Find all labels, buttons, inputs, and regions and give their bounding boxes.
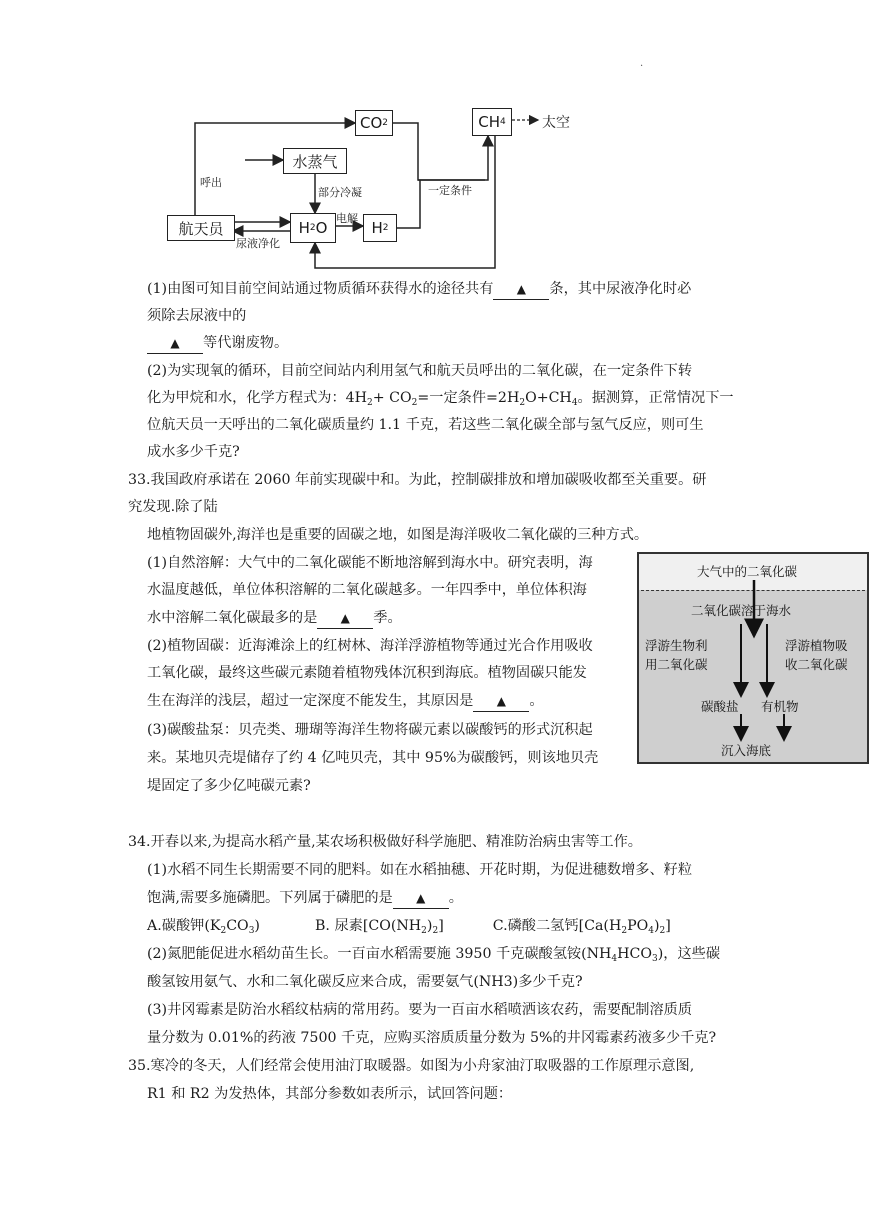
q32-p2-b3: =一定条件=2H [417,390,520,406]
ocean-left-label-1: 浮游生物利 [645,638,708,653]
q34-p1-b: 饱满,需要多施磷肥。下列属于磷肥的是 [147,890,393,906]
page-dot: . [640,58,644,69]
ocean-carbonate-label: 碳酸盐 [701,699,739,714]
h2-box [363,214,397,242]
q32-p1-d: 等代谢废物。 [203,335,289,351]
q33-intro-line2: 究发现.除了陆 [128,499,218,515]
ocean-left-label-2: 用二氧化碳 [645,657,708,672]
q34-p2-line2: 酸氢铵用氨气、水和二氧化碳反应来合成，需要氨气(NH3)多少千克? [147,974,583,990]
ocean-organic-label: 有机物 [761,699,799,714]
answer-blank-5[interactable]: ▲ [393,888,449,909]
option-c[interactable]: C.磷酸二氢钙$[Ca(H_2PO_4)_2]$ [492,918,671,936]
q34-p2-line1: (2)氮肥能促进水稻幼苗生长。一百亩水稻需要施 3950 千克碳酸氢铵$(NH_4HCO_3)$，这些碳 [147,946,721,964]
ocean-right-label-1: 浮游植物吸 [785,638,848,653]
q32-p1-a: (1)由图可知目前空间站通过物质循环获得水的途径共有 [147,281,494,297]
q33-intro-line1: 33.我国政府承诺在 2060 年前实现碳中和。为此，控制碳排放和增加碳吸收都至关重要。研 [128,472,707,488]
q33-p3-line3: 堤固定了多少亿吨碳元素? [147,778,311,794]
ch4-box [472,108,512,136]
h2-label: H [371,219,383,237]
material-cycle-diagram [150,98,620,276]
q32-p1-b: 条，其中尿液净化时必 [549,281,692,297]
q32-p1-line2: 须除去尿液中的 [147,308,247,324]
q34-options [147,916,671,941]
q33-p2-c: 生在海洋的浅层，超过一定深度不能发生，其原因是 [147,693,474,709]
co2-label: CO [359,114,383,132]
q34-intro: 34.开春以来,为提高水稻产量,某农场积极做好科学施肥、精准防治病虫害等工作。 [128,834,642,850]
q32-p2-b2: + CO [372,390,412,406]
q32-p2-b5: 。据测算，正常情况下一 [577,390,734,406]
q33-p2-line2: 工氧化碳，最终这些碳元素随着植物残体沉积到海底。植物固碳只能发 [147,665,587,681]
option-a[interactable]: A.碳酸钾$(K_2CO_3)$ [147,918,260,936]
h2o-label: H [298,219,310,237]
q32-p2-line3: 位航天员一天呼出的二氧化碳质量约 1.1 千克，若这些二氧化碳全部与氢气反应，则可生 [147,417,704,433]
q34-p1-line2 [147,888,463,909]
ocean-dissolve-label: 二氧化碳溶于海水 [691,603,792,618]
q33-p1-d: 季。 [373,610,402,626]
q34-p1-line1: (1)水稻不同生长期需要不同的肥料。如在水稻抽穗、开花时期，为促进穗数增多、籽粒 [147,862,693,878]
ocean-seabed-label: 沉入海底 [721,743,772,758]
q32-p1-line3 [147,333,288,354]
q32-p2-b4: O+CH [525,390,572,406]
q33-intro-line3: 地植物固碳外,海洋也是重要的固碳之地，如图是海洋吸收二氧化碳的三种方式。 [147,527,649,543]
q33-p3-line1: (3)碳酸盐泵：贝壳类、珊瑚等海洋生物将碳元素以碳酸钙的形式沉积起 [147,722,593,738]
answer-blank-3[interactable]: ▲ [317,608,373,629]
q34-p1-c: 。 [448,890,463,906]
answer-blank-4[interactable]: ▲ [473,691,529,712]
condense-label: 部分冷凝 [318,186,362,199]
q33-p2-d: 。 [529,693,544,709]
q34-p3-line2: 量分数为 0.01%的药液 7500 千克，应购买溶质质量分数为 5%的井冈霉素药液多少千克? [147,1030,717,1046]
q32-p1-line1 [147,279,691,300]
urine-label: 尿液净化 [236,237,280,250]
q32-p2-line1: (2)为实现氧的循环，目前空间站内利用氢气和航天员呼出的二氧化碳，在一定条件下转 [147,363,693,379]
h2o-tail: O [315,219,328,237]
q32-p2-line2: 化为甲烷和水，化学方程式为：$4H_2+ CO_2=$一定条件$=2H_2O+CH_4$。据测算，正常情况下一 [147,390,734,408]
q33-p1-line1: (1)自然溶解：大气中的二氧化碳能不断地溶解到海水中。研究表明，海 [147,555,593,571]
steam-box: 水蒸气 [283,148,347,174]
q34-p3-line1: (3)井冈霉素是防治水稻纹枯病的常用药。要为一百亩水稻喷洒该农药，需要配制溶质质 [147,1002,693,1018]
h2-sub: 2 [382,223,389,233]
q32-p2-line4: 成水多少千克? [147,444,240,460]
h2o-sub: 2 [309,223,316,233]
q35-line1: 35.寒冷的冬天，人们经常会使用油汀取暖器。如图为小舟家油汀取吸器的工作原理示意图, [128,1058,695,1074]
exhale-label: 呼出 [200,176,222,189]
q33-p1-line3 [147,608,402,629]
q33-p1-c: 水中溶解二氧化碳最多的是 [147,610,318,626]
ocean-carbon-figure [637,552,869,764]
q33-p2-line1: (2)植物固碳：近海滩涂上的红树林、海洋浮游植物等通过光合作用吸收 [147,638,593,654]
space-label: 太空 [542,115,570,131]
answer-blank-1[interactable]: ▲ [493,279,549,300]
ch4-label: CH [478,113,501,131]
ocean-right-label-2: 收二氧化碳 [785,657,848,672]
co2-box [355,110,393,136]
co2-sub: 2 [382,118,388,128]
option-b[interactable]: B. 尿素$[CO(NH_2)_2]$ [315,918,444,936]
q33-p1-line2: 水温度越低，单位体积溶解的二氧化碳越多。一年四季中，单位体积海 [147,582,587,598]
ocean-atmo-label: 大气中的二氧化碳 [697,564,798,579]
q33-p3-line2: 来。某地贝壳堤储存了约 4 亿吨贝壳，其中 95%为碳酸钙，则该地贝壳 [147,750,599,766]
q33-p2-line3 [147,691,544,712]
condition-label: 一定条件 [428,184,472,197]
ch4-sub: 4 [500,117,506,127]
q32-p2-b1: 化为甲烷和水，化学方程式为：4H [147,390,368,406]
h2o-box [290,213,336,243]
q35-line2: R1 和 R2 为发热体，其部分参数如表所示，试回答问题： [147,1086,513,1102]
answer-blank-2[interactable]: ▲ [147,333,203,354]
electrolysis-label: 电解 [336,212,358,225]
astronaut-box: 航天员 [167,215,235,241]
